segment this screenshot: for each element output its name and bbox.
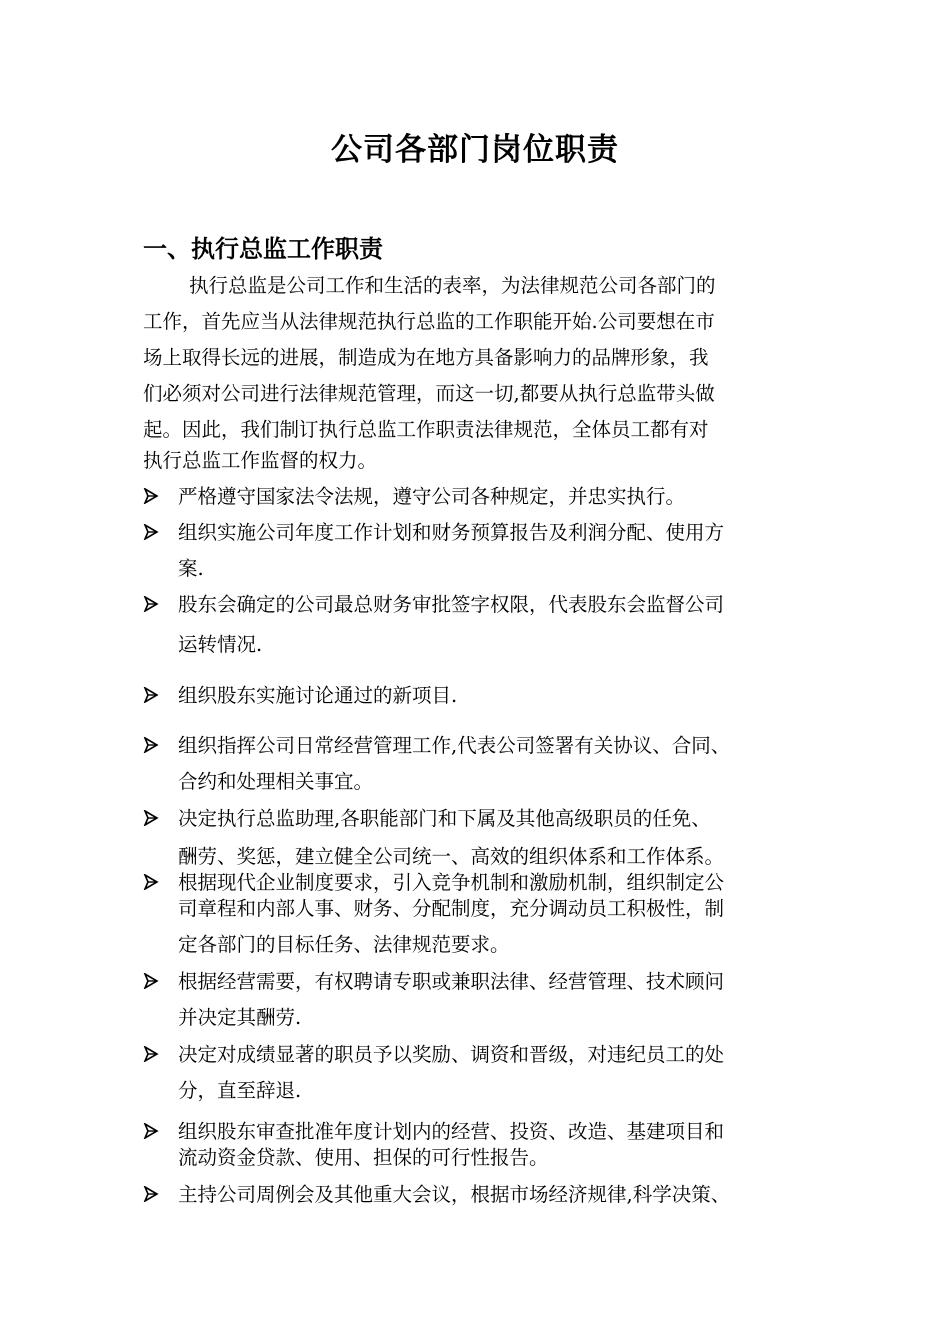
arrow-bullet-icon	[143, 1186, 159, 1202]
bullet-line: 合约和处理相关事宜。	[178, 770, 374, 793]
section-heading: 一、执行总监工作职责	[143, 235, 383, 263]
bullet-line: 流动资金贷款、使用、担保的可行性报告。	[178, 1146, 549, 1169]
bullet-line: 并决定其酬劳.	[178, 1006, 302, 1029]
bullet-line: 酬劳、奖惩，建立健全公司统一、高效的组织体系和工作体系。	[178, 845, 725, 868]
bullet-line: 组织股东实施讨论通过的新项目.	[178, 684, 458, 707]
bullet-line: 案.	[178, 557, 204, 580]
intro-line: 工作，首先应当从法律规范执行总监的工作职能开始.公司要想在市	[143, 310, 715, 333]
bullet-line: 组织指挥公司日常经营管理工作,代表公司签署有关协议、合同、	[178, 734, 731, 757]
bullet-line: 运转情况.	[178, 633, 263, 656]
arrow-bullet-icon	[143, 1123, 159, 1139]
arrow-bullet-icon	[143, 1046, 159, 1062]
arrow-bullet-icon	[143, 524, 159, 540]
bullet-line: 严格遵守国家法令法规，遵守公司各种规定，并忠实执行。	[178, 485, 686, 508]
intro-line: 们必须对公司进行法律规范管理，而这一切,都要从执行总监带头做	[143, 382, 715, 405]
bullet-line: 组织股东审查批准年度计划内的经营、投资、改造、基建项目和	[178, 1120, 725, 1143]
arrow-bullet-icon	[143, 810, 159, 826]
bullet-line: 决定执行总监助理,各职能部门和下属及其他高级职员的任免、	[178, 807, 711, 830]
section-intro-paragraph	[143, 268, 823, 474]
bullet-line: 根据经营需要，有权聘请专职或兼职法律、经营管理、技术顾问	[178, 970, 725, 993]
arrow-bullet-icon	[143, 687, 159, 703]
intro-line: 起。因此，我们制订执行总监工作职责法律规范，全体员工都有对	[143, 418, 709, 441]
bullet-line: 组织实施公司年度工作计划和财务预算报告及利润分配、使用方	[178, 521, 725, 544]
arrow-bullet-icon	[143, 488, 159, 504]
bullet-line: 根据现代企业制度要求，引入竞争机制和激励机制，组织制定公	[178, 871, 725, 894]
bullet-line: 司章程和内部人事、财务、分配制度，充分调动员工积极性，制	[178, 897, 725, 920]
arrow-bullet-icon	[143, 973, 159, 989]
bullet-line: 定各部门的目标任务、法律规范要求。	[178, 933, 510, 956]
document-title: 公司各部门岗位职责	[331, 132, 619, 168]
bullet-line: 主持公司周例会及其他重大会议，根据市场经济规律,科学决策、	[178, 1183, 731, 1206]
bullet-line: 股东会确定的公司最总财务审批签字权限，代表股东会监督公司	[178, 593, 725, 616]
arrow-bullet-icon	[143, 874, 159, 890]
bullet-line: 决定对成绩显著的职员予以奖励、调资和晋级，对违纪员工的处	[178, 1043, 725, 1066]
arrow-bullet-icon	[143, 596, 159, 612]
intro-line: 场上取得长远的进展，制造成为在地方具备影响力的品牌形象，我	[143, 346, 709, 369]
intro-line: 执行总监是公司工作和生活的表率，为法律规范公司各部门的	[189, 274, 716, 297]
arrow-bullet-icon	[143, 737, 159, 753]
intro-line: 执行总监工作监督的权力。	[143, 449, 378, 472]
bullet-line: 分，直至辞退.	[178, 1079, 302, 1102]
